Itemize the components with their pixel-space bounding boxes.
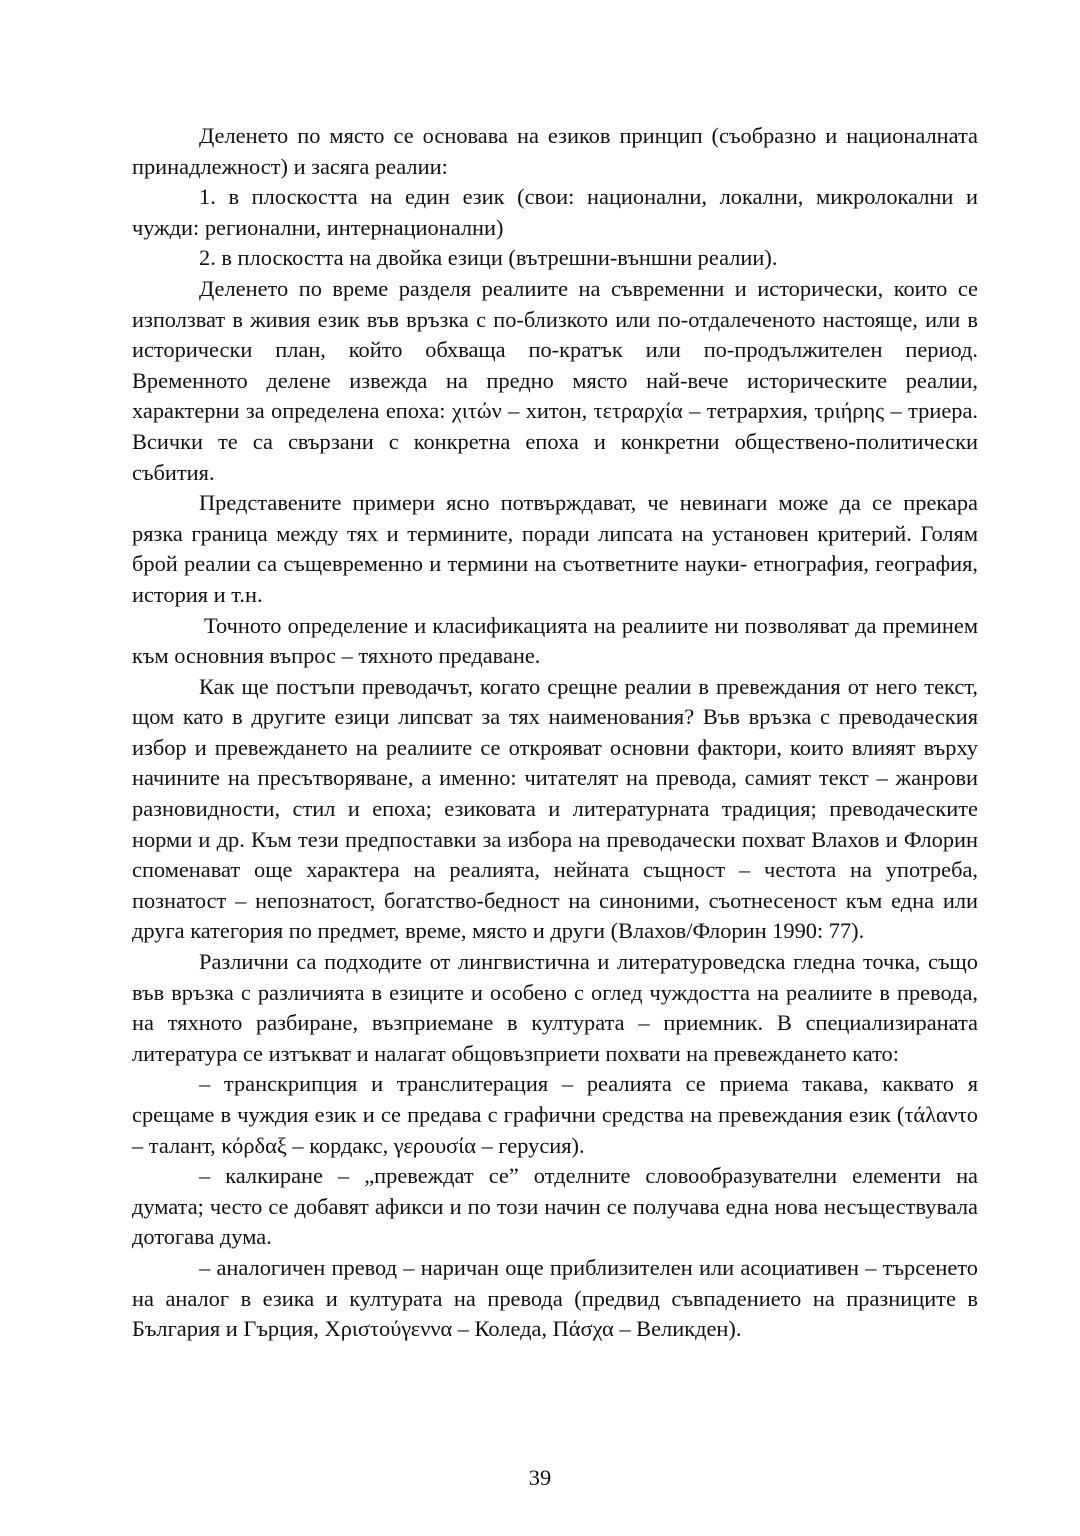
page-body [132, 121, 978, 1345]
paragraph-list-item-two: 2. в плоскостта на двойка езици (вътрешни-външни реалии). [199, 245, 778, 271]
paragraph-translator: Как ще постъпи преводачът, когато срещне реалии в превеждания от него текст, щом като в другите езици липсват за тях наименования? Във връзка с преводаческия избор и превеждането на реалиите се открояват основни фактори, които влияят върху начините на пресътворяване, а именно: читателят на превода, самият текст – жанрови разновидности, стил и епоха; езиковата и литературната традиция; преводаческите норми и др. Към тези предпоставки за избора на преводачески похват Влахов и Флорин споменават още характера на реалията, нейната същност – честота на употреба, познатост – непознатост, богатство-бедност на синоними, съотнесеност към една или друга категория по предмет, време, място и други (Влахов/Флорин 1990: 77). [132, 673, 978, 944]
paragraph-transcription: – транскрипция и транслитерация – реалията се приема такава, каквато я срещаме в чуждия език и се предава с графични средства на превеждания език (τάλαντο – талант, κόρδαξ – кордакс, γερουσία – герусия). [132, 1071, 978, 1158]
paragraph-approaches: Различни са подходите от лингвистична и литературоведска гледна точка, също във връзка с различията в езиците и особено с оглед чуждостта на реалиите в превода, на тяхното разбиране, възприемане в културата – приемник. В специализираната литература се изтъкват и налагат общовъзприети похвати на превеждането като: [132, 949, 978, 1066]
paragraph-definition: Точното определение и класификацията на реалиите ни позволяват да преминем към основния въпрос – тяхното предаване. [132, 612, 978, 669]
paragraph-division-by-time: Деленето по време разделя реалиите на съвременни и исторически, които се използват в живия език във връзка с по-близкото или по-отдалеченото настояще, или в исторически план, който обхваща по-кратък или по-продължителен период. Временното делене извежда на предно място най-вече историческите реалии, характерни за определена епоха: χιτών – хитон, τετραρχία – тетрархия, τριήρης – триера. Всички те са свързани с конкретна епоха и конкретни обществено-политически събития. [132, 275, 978, 485]
paragraph-calque: – калкиране – „превеждат се” отделните словообразувателни елементи на думата; често се добавят афикси и по този начин се получава една нова несъществувала дотогава дума. [132, 1163, 978, 1250]
paragraph-analog-translation: – аналогичен превод – наричан още приблизителен или асоциативен – търсенето на аналог в езика и културата на превода (предвид съвпадението на празниците в България и Гърция, Χριστούγεννα – Коледа, Πάσχα – Великден). [132, 1254, 978, 1342]
page-number: 39 [528, 1465, 552, 1490]
paragraph-list-item-one: 1. в плоскостта на един език (свои: национални, локални, микролокални и чужди: регионални, интернационални) [132, 184, 978, 240]
paragraph-division-by-place: Деленето по място се основава на езиков принцип (съобразно и националната принадлежност) и засяга реалии: [132, 123, 978, 179]
paragraph-examples: Представените примери ясно потвърждават, че невинаги може да се прекара рязка граница между тях и термините, поради липсата на установен критерий. Голям брой реалии са същевременно и термини на съответните науки- етнография, география, история и т.н. [132, 490, 978, 607]
